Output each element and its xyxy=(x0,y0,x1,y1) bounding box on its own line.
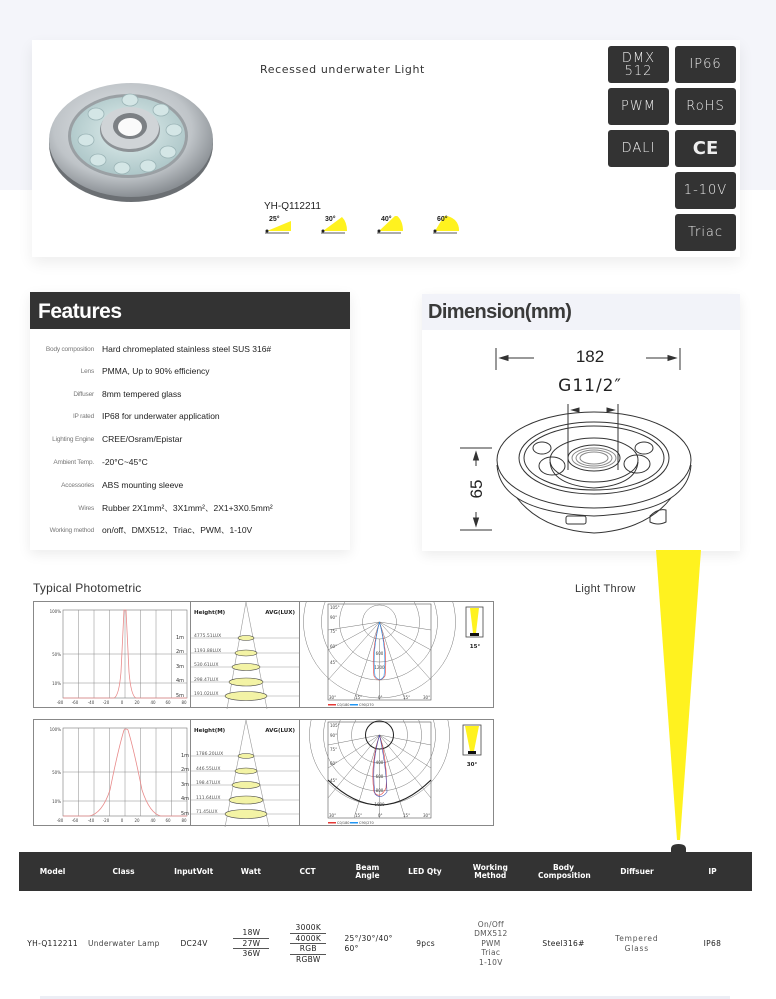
svg-text:-20: -20 xyxy=(102,818,110,823)
svg-text:40: 40 xyxy=(150,818,156,823)
product-hero-card xyxy=(32,40,740,257)
svg-text:105°: 105° xyxy=(330,605,340,610)
svg-text:800: 800 xyxy=(375,788,384,793)
svg-text:198.47LUX: 198.47LUX xyxy=(196,781,221,786)
feature-row: Working method on/off、DMX512、Triac、PWM、1-10V xyxy=(49,525,253,535)
features-title: Features xyxy=(30,292,350,329)
svg-text:-20: -20 xyxy=(102,700,110,705)
badge-pwm: PWM xyxy=(608,88,669,125)
svg-text:5m: 5m xyxy=(180,811,189,817)
polar-distribution-chart xyxy=(300,602,495,709)
feature-row: Lens PMMA, Up to 90% efficiency xyxy=(80,366,210,376)
beam-angle-icon: 30° xyxy=(320,216,349,234)
width-dimension-label: 182 xyxy=(575,347,605,366)
svg-text:1000: 1000 xyxy=(374,802,385,807)
product-title: Recessed underwater Light xyxy=(260,63,425,76)
svg-text:40: 40 xyxy=(150,700,156,705)
svg-text:90°: 90° xyxy=(330,733,338,738)
dimension-panel xyxy=(422,294,740,551)
features-panel xyxy=(30,292,350,550)
svg-text:C90/270: C90/270 xyxy=(359,703,374,707)
svg-text:71.45LUX: 71.45LUX xyxy=(196,810,218,815)
svg-text:1786.20LUX: 1786.20LUX xyxy=(196,752,224,757)
photometric-panel-15 xyxy=(33,601,494,708)
svg-text:4m: 4m xyxy=(180,796,189,802)
svg-text:10%: 10% xyxy=(52,681,61,686)
svg-text:Height(M): Height(M) xyxy=(194,728,226,734)
svg-text:1200: 1200 xyxy=(374,665,385,670)
beam-angle-icons xyxy=(264,216,461,234)
svg-text:50%: 50% xyxy=(52,652,61,657)
svg-text:-60: -60 xyxy=(71,700,79,705)
photometric-panel-30 xyxy=(33,719,494,826)
svg-text:3m: 3m xyxy=(180,782,189,788)
svg-text:75°: 75° xyxy=(330,747,338,752)
thread-dimension-label: G11/2″ xyxy=(558,376,622,396)
illuminance-cone-chart xyxy=(191,602,300,709)
svg-text:0°: 0° xyxy=(378,813,383,818)
beam-angle-icon: 25° xyxy=(264,216,293,234)
svg-text:45°: 45° xyxy=(330,778,338,783)
svg-text:80: 80 xyxy=(181,700,187,705)
product-photo xyxy=(46,70,216,210)
beam-angle-icon: 40° xyxy=(376,216,405,234)
intensity-curve-chart xyxy=(34,602,191,709)
feature-row: Body composition Hard chromeplated stainless steel SUS 316# xyxy=(45,344,272,354)
feature-row: Lighting Engine CREE/Osram/Epistar xyxy=(52,434,183,444)
svg-text:30°: 30° xyxy=(423,695,431,700)
svg-text:-40: -40 xyxy=(87,818,95,823)
svg-text:30°: 30° xyxy=(329,695,337,700)
badge-ce: CE xyxy=(675,130,736,167)
beam-angle-label: 30° xyxy=(466,762,478,768)
light-throw-title: Light Throw xyxy=(575,583,636,595)
svg-text:C0/180: C0/180 xyxy=(337,821,350,825)
svg-text:15°: 15° xyxy=(355,813,363,818)
svg-text:80: 80 xyxy=(181,818,187,823)
svg-text:60: 60 xyxy=(165,700,171,705)
height-dimension-label: 65 xyxy=(467,479,486,499)
svg-text:10%: 10% xyxy=(52,799,61,804)
svg-text:60°: 60° xyxy=(330,644,338,649)
svg-text:0: 0 xyxy=(120,818,124,823)
svg-text:1m: 1m xyxy=(175,635,184,641)
feature-row: IP rated IP68 for underwater application xyxy=(72,411,220,421)
badge-ip66: IP66 xyxy=(675,46,736,83)
product-model: YH-Q112211 xyxy=(264,201,321,212)
svg-text:60: 60 xyxy=(165,818,171,823)
spec-table xyxy=(19,852,752,996)
beam-angle-label: 15° xyxy=(469,644,481,650)
svg-text:446.55LUX: 446.55LUX xyxy=(196,767,221,772)
svg-text:3m: 3m xyxy=(175,664,184,670)
feature-row: Wires Rubber 2X1mm²、3X1mm²、2X1+3X0.5mm² xyxy=(78,503,273,513)
dimension-title: Dimension(mm) xyxy=(422,294,740,330)
badge-dmx512: DMX 512 xyxy=(608,46,669,83)
svg-text:400: 400 xyxy=(375,760,384,765)
svg-text:50%: 50% xyxy=(52,770,61,775)
svg-text:20: 20 xyxy=(134,818,140,823)
svg-text:4m: 4m xyxy=(175,678,184,684)
svg-text:600: 600 xyxy=(375,651,384,656)
svg-text:AVG(LUX): AVG(LUX) xyxy=(265,610,295,616)
svg-text:111.64LUX: 111.64LUX xyxy=(196,796,221,801)
badge-1-10v: 1-10V xyxy=(675,172,736,209)
badge-triac: Triac xyxy=(675,214,736,251)
badge-dali: DALI xyxy=(608,130,669,167)
svg-text:-60: -60 xyxy=(71,818,79,823)
svg-text:4775.51LUX: 4775.51LUX xyxy=(194,634,222,639)
svg-text:0: 0 xyxy=(120,700,124,705)
svg-text:75°: 75° xyxy=(330,629,338,634)
svg-text:100%: 100% xyxy=(49,609,61,614)
svg-text:191.02LUX: 191.02LUX xyxy=(194,692,219,697)
photometric-title: Typical Photometric xyxy=(33,581,142,595)
feature-row: Accessories ABS mounting sleeve xyxy=(61,480,184,490)
svg-text:5m: 5m xyxy=(175,693,184,699)
intensity-curve-chart xyxy=(34,720,191,827)
svg-text:Height(M): Height(M) xyxy=(194,610,226,616)
svg-text:600: 600 xyxy=(375,774,384,779)
illuminance-cone-chart xyxy=(191,720,300,827)
svg-text:2m: 2m xyxy=(180,767,189,773)
svg-text:-80: -80 xyxy=(56,818,64,823)
svg-text:-80: -80 xyxy=(56,700,64,705)
svg-text:2m: 2m xyxy=(175,649,184,655)
svg-text:C0/180: C0/180 xyxy=(337,703,350,707)
svg-text:1193.88LUX: 1193.88LUX xyxy=(194,649,222,654)
svg-text:30°: 30° xyxy=(329,813,337,818)
light-throw-beam xyxy=(650,550,710,855)
dimension-drawing xyxy=(422,330,740,551)
feature-row: Diffuser 8mm tempered glass xyxy=(73,389,182,399)
svg-text:AVG(LUX): AVG(LUX) xyxy=(265,728,295,734)
badge-rohs: RoHS xyxy=(675,88,736,125)
svg-text:45°: 45° xyxy=(330,660,338,665)
svg-text:60°: 60° xyxy=(330,761,338,766)
svg-text:0°: 0° xyxy=(378,695,383,700)
svg-text:15°: 15° xyxy=(355,695,363,700)
svg-text:105°: 105° xyxy=(330,723,340,728)
beam-angle-icon: 60° xyxy=(432,216,461,234)
svg-text:530.61LUX: 530.61LUX xyxy=(194,663,219,668)
spec-table-row: YH-Q112211 Underwater Lamp DC24V 18W 27W 36W 3000K 4000K RGB RGBW 25°/30°/40° 60° 9pcs On/Off DMX512 PWM Triac 1-10V Steel316# Tempered Glass IP68 xyxy=(27,919,722,967)
svg-text:90°: 90° xyxy=(330,615,338,620)
svg-text:298.47LUX: 298.47LUX xyxy=(194,678,219,683)
svg-text:C90/270: C90/270 xyxy=(359,821,374,825)
svg-text:1m: 1m xyxy=(180,753,189,759)
svg-text:15°: 15° xyxy=(403,695,411,700)
svg-text:15°: 15° xyxy=(403,813,411,818)
feature-row: Ambient Temp. -20°C~45°C xyxy=(53,457,148,467)
svg-text:30°: 30° xyxy=(423,813,431,818)
svg-text:-40: -40 xyxy=(87,700,95,705)
svg-text:100%: 100% xyxy=(49,727,61,732)
polar-distribution-chart xyxy=(300,720,495,827)
svg-text:20: 20 xyxy=(134,700,140,705)
spec-table-header: Model Class InputVolt Watt CCT Beam Angle LED Qty Working Method Body Composition Diffsuer IP xyxy=(19,852,752,891)
